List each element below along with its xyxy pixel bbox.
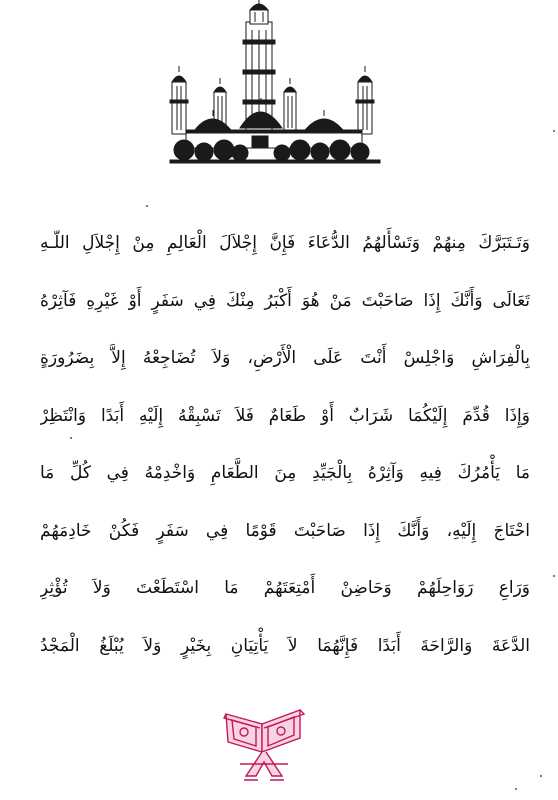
text-line-3: بِالْفِرَاشِ وَاجْلِسْ أَنْتَ عَلَى الْأَرْضِ، وَلاَ تُضَاجِعْهُ إِلاَّ بِضَرُورَةٍ [40,348,530,368]
text-line-6: احْتَاجَ إِلَيْهِ، وَأَنَّكَ إِذَا صَاحَبْتَ قَوْمًا فِي سَفَرٍ فَكُنْ خَادِمَهُمْ [40,520,530,541]
speck [70,437,72,439]
speck [553,575,555,577]
quran-book-icon [222,700,306,784]
text-line-1: وَتَـتَبَرَّكَ مِنهُمْ وَتَسْأَلهُمُ الدُّعَاءَ فَإِنَّ إِجْلاَلَ الْعَالِمِ مِنْ إِجْلاَلِ اللّـهِ [40,233,530,253]
text-line-8: الدَّعَةَ وَالرَّاحَةَ أَبَدًا فَإِنَّهُمَا لاَ يَأْتِيَانِ بِخَيْرٍ وَلاَ يُبْلَغُ الْمَجْدُ [40,635,530,656]
text-line-4: وَإِذَا قُدِّمَ إِلَيْكُمَا شَرَابٌ أَوْ طَعَامٌ فَلاَ تَسْبِقْهُ إِلَيْهِ أَبَدًا وَانْتَظِرْ [40,405,530,426]
text-line-5: مَا يَأْمُرُكَ فِيهِ وَآثِرْهُ بِالْجَيِّدِ مِنَ الطَّعَامِ وَاخْدِمْهُ فِي كُلِّ مَا [40,463,530,483]
text-line-7: وَرَاعِ رَوَاحِلَهُمْ وَحَاضِنْ أَمْتِعَتَهُمْ مَا اسْتَطَعْتَ وَلاَ تُؤْثِرِ [40,578,530,598]
speck [515,788,517,790]
mosque-icon [160,0,390,170]
arabic-text-block [40,215,530,675]
speck [540,775,542,777]
speck [553,130,555,132]
speck [146,205,148,207]
text-line-2: تَعَالَى وَأَنَّكَ إِذَا صَاحَبْتَ مَنْ هُوَ أَكْبَرُ مِنْكَ فِي سَفَرٍ أَوْ غَيْرِهِ فَآثِرْهُ [40,290,530,311]
